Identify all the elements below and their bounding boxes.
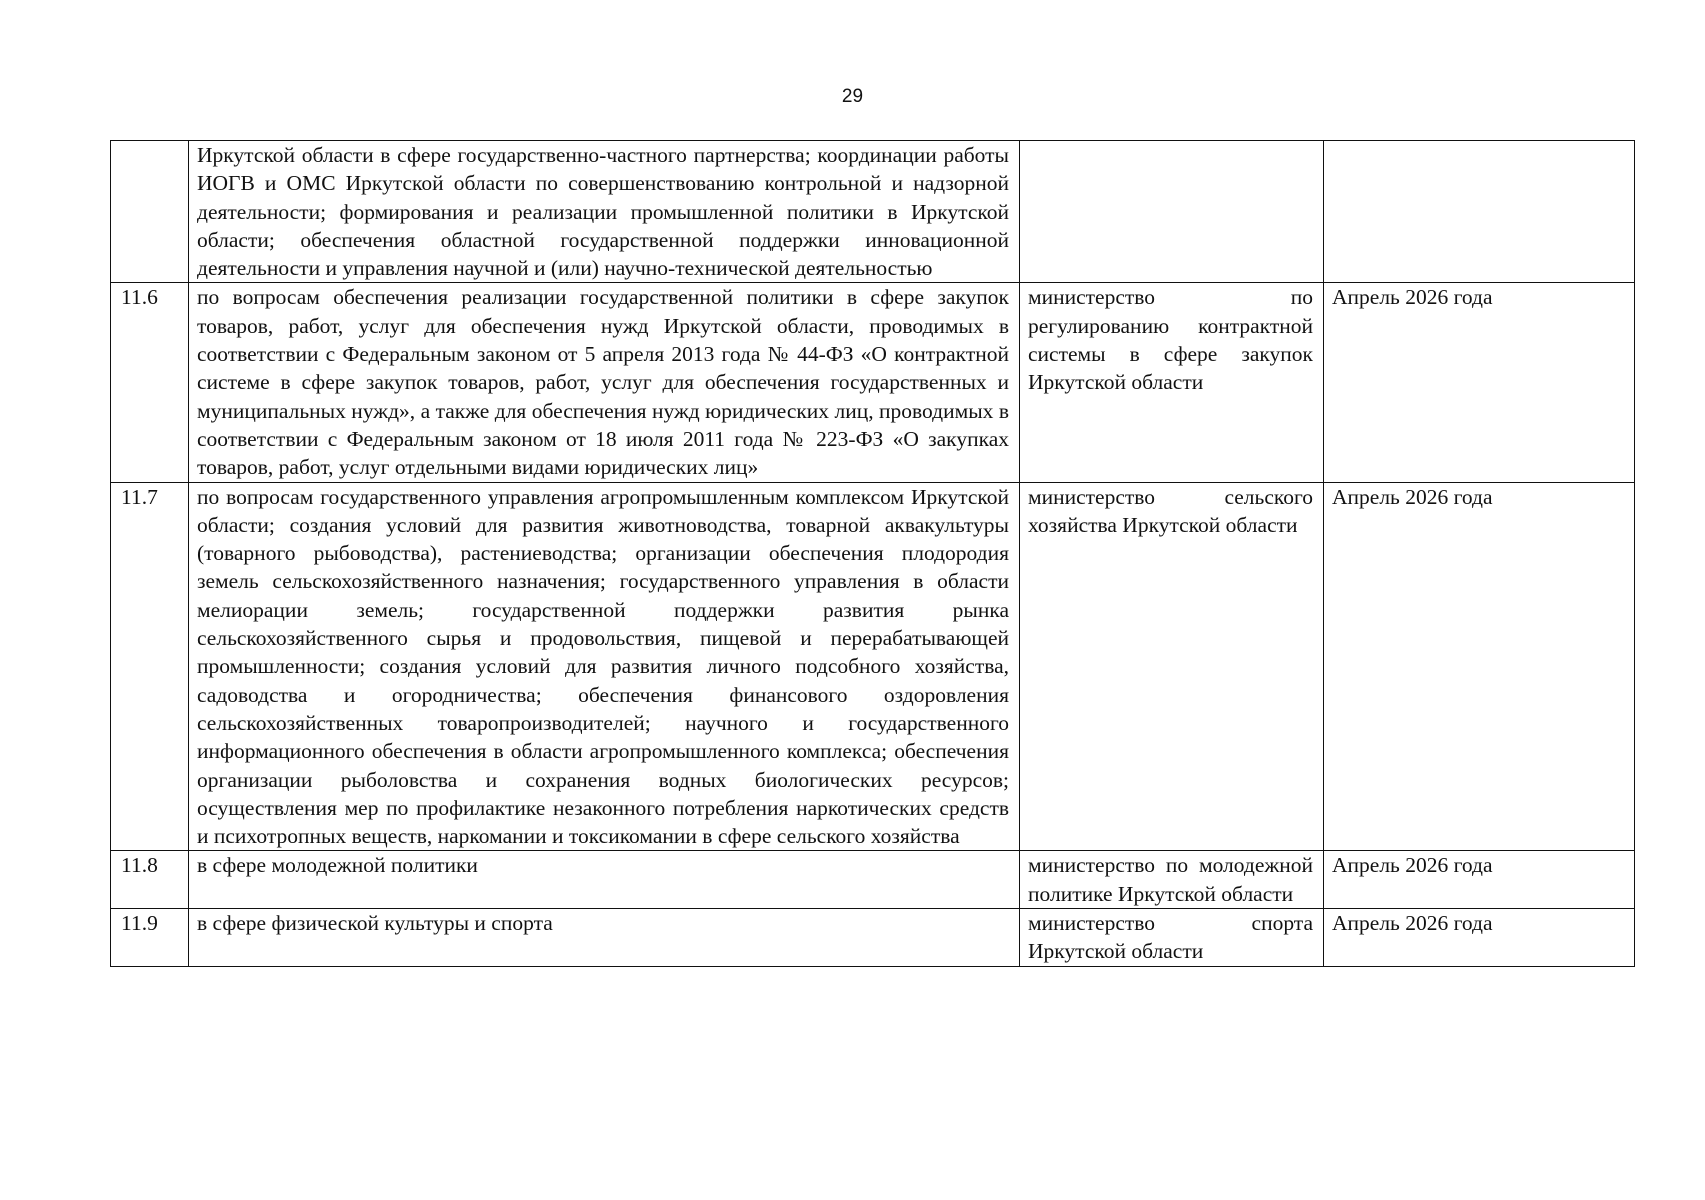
- row-number: 11.9: [111, 909, 189, 967]
- deadline: Апрель 2026 года: [1324, 909, 1635, 967]
- measures-table: [110, 140, 1635, 967]
- table-row: [111, 482, 1635, 851]
- responsible-executor: министерство по молодежной политике Иркутской области: [1020, 851, 1324, 909]
- deadline: Апрель 2026 года: [1324, 283, 1635, 482]
- responsible-executor: [1020, 141, 1324, 283]
- table-row: [111, 909, 1635, 967]
- responsible-executor: министерство спорта Иркутской области: [1020, 909, 1324, 967]
- page-number: 29: [841, 86, 864, 107]
- responsible-executor: министерство сельского хозяйства Иркутской области: [1020, 482, 1324, 851]
- row-number: 11.6: [111, 283, 189, 482]
- row-number: 11.8: [111, 851, 189, 909]
- measure-description: по вопросам государственного управления агропромышленным комплексом Иркутской области; создания условий для развития животноводства, товарной аквакультуры (товарного рыбоводства), растениеводства; организации обеспечения плодородия земель сельскохозяйственного назначения; государственного управления в области мелиорации земель; государственной поддержки развития рынка сельскохозяйственного сырья и продовольствия, пищевой и перерабатывающей промышленности; создания условий для развития личного подсобного хозяйства, садоводства и огородничества; обеспечения финансового оздоровления сельскохозяйственных товаропроизводителей; научного и государственного информационного обеспечения в области агропромышленного комплекса; обеспечения организации рыболовства и сохранения водных биологических ресурсов; осуществления мер по профилактике незаконного потребления наркотических средств и психотропных веществ, наркомании и токсикомании в сфере сельского хозяйства: [189, 482, 1020, 851]
- measure-description: Иркутской области в сфере государственно-частного партнерства; координации работы ИОГВ и ОМС Иркутской области по совершенствованию контрольной и надзорной деятельности; формирования и реализации промышленной политики в Иркутской области; обеспечения областной государственной поддержки инновационной деятельности и управления научной и (или) научно-технической деятельностью: [189, 141, 1020, 283]
- table-row: [111, 141, 1635, 283]
- table-row: [111, 283, 1635, 482]
- table-row: [111, 851, 1635, 909]
- measure-description: по вопросам обеспечения реализации государственной политики в сфере закупок товаров, работ, услуг для обеспечения нужд Иркутской области, проводимых в соответствии с Федеральным законом от 5 апреля 2013 года № 44-ФЗ «О контрактной системе в сфере закупок товаров, работ, услуг для обеспечения государственных и муниципальных нужд», а также для обеспечения нужд юридических лиц, проводимых в соответствии с Федеральным законом от 18 июля 2011 года № 223-ФЗ «О закупках товаров, работ, услуг отдельными видами юридических лиц»: [189, 283, 1020, 482]
- deadline: Апрель 2026 года: [1324, 482, 1635, 851]
- deadline: [1324, 141, 1635, 283]
- row-number: [111, 141, 189, 283]
- measure-description: в сфере молодежной политики: [189, 851, 1020, 909]
- deadline: Апрель 2026 года: [1324, 851, 1635, 909]
- measure-description: в сфере физической культуры и спорта: [189, 909, 1020, 967]
- row-number: 11.7: [111, 482, 189, 851]
- responsible-executor: министерство по регулированию контрактной системы в сфере закупок Иркутской области: [1020, 283, 1324, 482]
